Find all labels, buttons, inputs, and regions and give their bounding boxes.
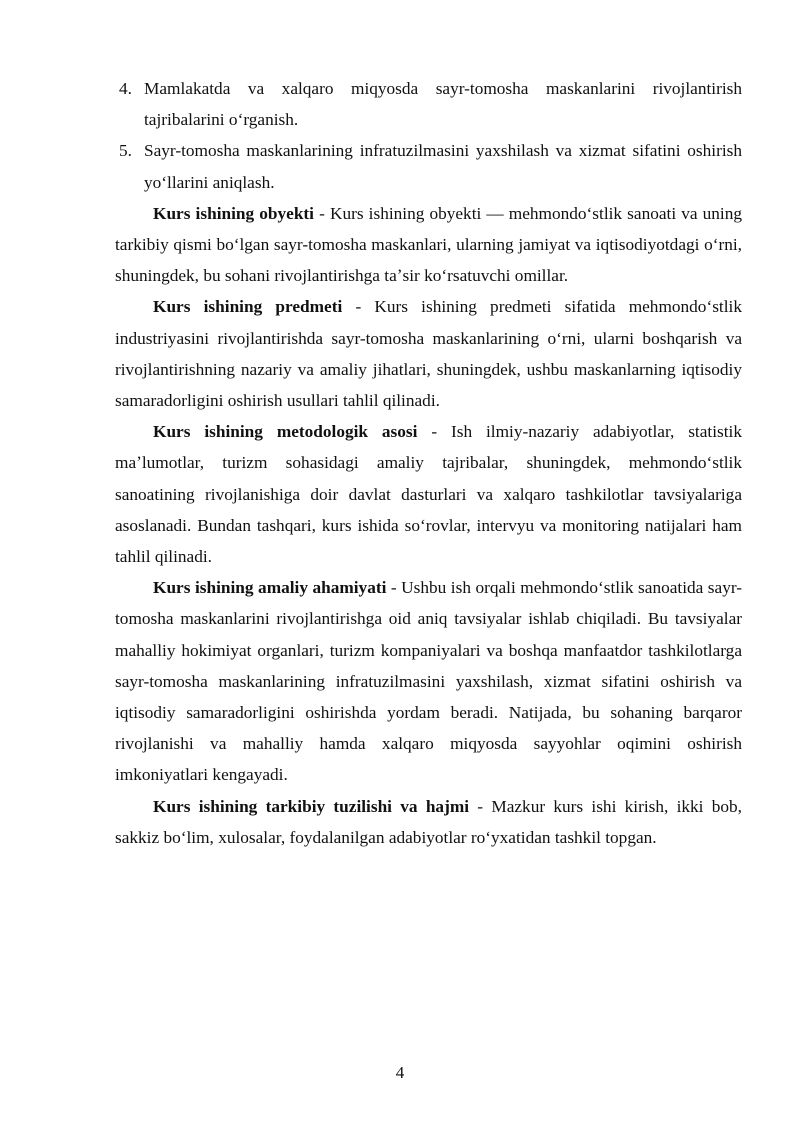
document-body [115,73,742,853]
paragraph-text: Kurs ishining predmeti sifatida mehmondoʻstlik industriyasini rivojlantirishda sayr-tomosha maskanlarining oʻrni, ularni boshqarish va rivojlantirishning nazariy va amaliy jihatlari, shuningdek, ushbu maskanlarning iqtisodiy samaradorligini oshirish usullari tahlil qilinadi. [115,297,742,411]
paragraph-amaliy-ahamiyati [115,572,742,790]
paragraph-text: Mazkur kurs ishi kirish, ikki bob, sakkiz boʻlim, xulosalar, foydalanilgan adabiyotlar roʻyxatidan tashkil topgan. [115,796,742,847]
paragraph-separator: - [417,422,451,442]
paragraph-predmeti [115,291,742,416]
paragraph-separator: - [469,796,492,816]
paragraph-text: Ushbu ish orqali mehmondoʻstlik sanoatida sayr-tomosha maskanlarini rivojlantirishga oid aniq tavsiyalar ishlab chiqiladi. Bu tavsiyalar mahalliy hokimiyat organlari, turizm kompaniyalari va boshqa manfaatdor tashkilotlarga sayr-tomosha maskanlarining infratuzilmasini yaxshilash, xizmat sifatini oshirish va iqtisodiy samaradorligini oshirishda yordam beradi. Natijada, bu sohaning barqaror rivojlanishi va mahalliy hamda xalqaro miqyosda sayyohlar oqimini oshirish imkoniyatlari kengayadi. [115,578,743,785]
list-item-number: 5. [119,141,132,161]
paragraph-metodologik-asosi [115,416,742,572]
paragraph-separator: - [386,578,402,598]
paragraph-heading: Kurs ishining obyekti [153,203,314,223]
list-item [115,73,742,135]
paragraph-obyekti [115,198,742,292]
paragraph-text: Ish ilmiy-nazariy adabiyotlar, statistik maʼlumotlar, turizm sohasidagi amaliy tajribalar, shuningdek, mehmondoʻstlik sanoatining rivojlanishiga doir davlat dasturlari va xalqaro tashkilotlar tavsiyalariga asoslanadi. Bundan tashqari, kurs ishida soʻrovlar, intervyu va monitoring natijalari ham tahlil qilinadi. [115,422,742,567]
list-item-number: 4. [119,79,132,98]
paragraph-heading: Kurs ishining predmeti [153,297,343,317]
paragraph-separator: - [314,203,330,223]
list-item [115,135,742,197]
paragraph-heading: Kurs ishining amaliy ahamiyati [153,578,387,598]
paragraph-text: Kurs ishining obyekti — mehmondoʻstlik sanoati va uning tarkibiy qismi boʻlgan sayr-tomosha maskanlari, ularning jamiyat va iqtisodiyotdagi oʻrni, shuningdek, bu sohani rivojlantirishga taʼsir koʻrsatuvchi omillar. [115,203,743,286]
list-item-text: Mamlakatda va xalqaro miqyosda sayr-tomosha maskanlarini rivojlantirish tajribalarini oʻrganish. [144,79,742,130]
paragraph-separator: - [342,297,375,317]
list-item-text: Sayr-tomosha maskanlarining infratuzilmasini yaxshilash va xizmat sifatini oshirish yoʻllarini aniqlash. [144,141,742,192]
paragraph-heading: Kurs ishining tarkibiy tuzilishi va hajmi [153,796,470,816]
paragraph-heading: Kurs ishining metodologik asosi [153,422,418,442]
paragraph-tarkibiy-tuzilishi [115,791,742,853]
page-number: 4 [395,1063,405,1082]
